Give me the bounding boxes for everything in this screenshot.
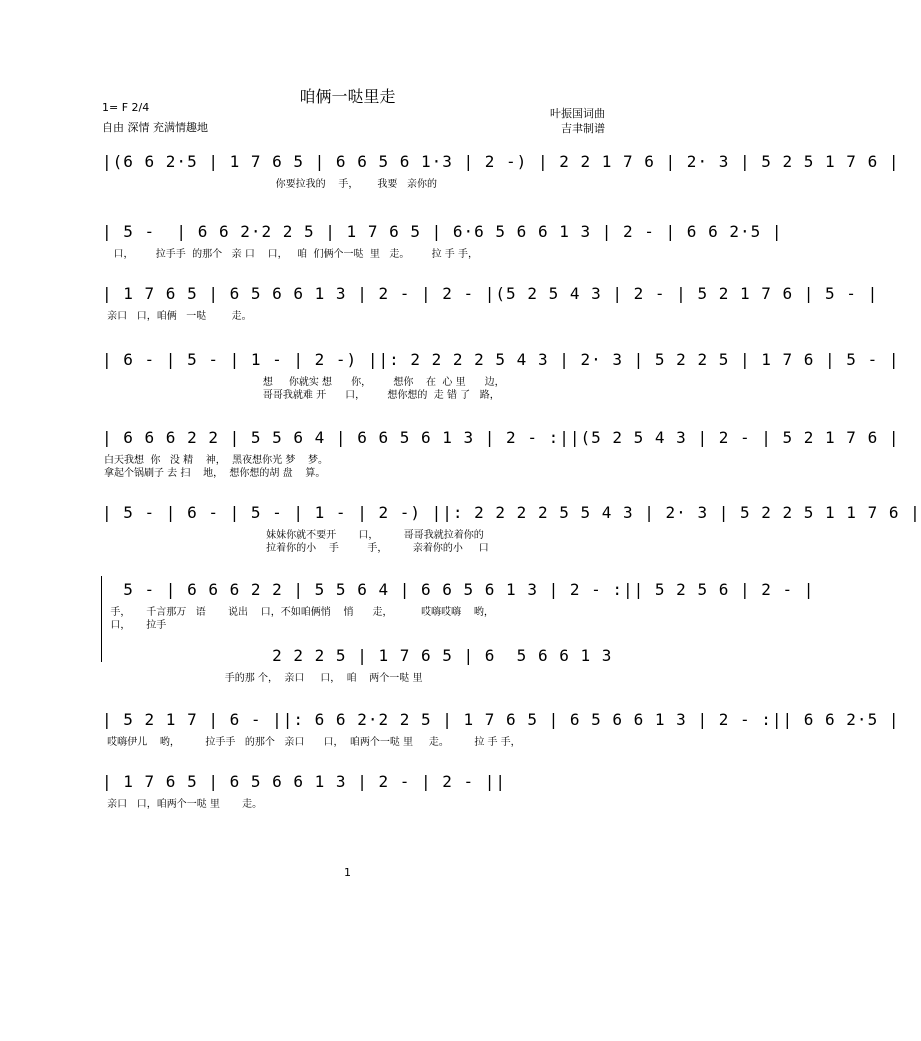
lyric-line: 哎嗨伊儿 哟， 拉手手 的那个 亲口 口， 咱两个一哒 里 走。 拉 手 手，: [104, 737, 521, 748]
lyric-line: 手， 千言那万 语 说出 口，不如咱俩悄 悄 走， 哎嗨哎嗨 哟，: [104, 607, 494, 618]
notation-line: |(6 6 2·5 | 1 7 6 5 | 6 6 5 6 1·3 | 2 -) | 2 2 1 7 6 | 2· 3 | 5 2 5 1 7 6 |: [102, 152, 900, 171]
notation-line: | 1 7 6 5 | 6 5 6 6 1 3 | 2 - | 2 - |(5 2 5 4 3 | 2 - | 5 2 1 7 6 | 5 - |: [102, 284, 879, 303]
notation-line: | 1 7 6 5 | 6 5 6 6 1 3 | 2 - | 2 - ||: [102, 772, 507, 791]
lyricist-composer: 叶振国词曲: [550, 107, 605, 120]
transcriber: 吉聿制谱: [561, 122, 605, 135]
lyric-line: 你要拉我的 手， 我要 亲你的: [104, 179, 437, 190]
notation-line: | 5 - | 6 6 2·2 2 5 | 1 7 6 5 | 6·6 5 6 6 1 3 | 2 - | 6 6 2·5 |: [102, 222, 783, 241]
page-number: 1: [344, 866, 351, 879]
notation-line: | 6 - | 5 - | 1 - | 2 -) ||: 2 2 2 2 5 4 3 | 2· 3 | 5 2 2 5 | 1 7 6 | 5 - |: [102, 350, 900, 369]
lyric-line: 拉着你的小 手 手， 亲着你的小 口: [104, 543, 489, 554]
notation-line: | 6 6 6 2 2 | 5 5 6 4 | 6 6 5 6 1 3 | 2 - :||(5 2 5 4 3 | 2 - | 5 2 1 7 6 |: [102, 428, 900, 447]
tempo-marking: 自由 深情 充满情趣地: [102, 121, 208, 134]
notation-line: | 5 - | 6 - | 5 - | 1 - | 2 -) ||: 2 2 2 2 5 5 4 3 | 2· 3 | 5 2 2 5 1 1 7 6 |: [102, 503, 921, 522]
song-title: 咱俩一哒里走: [299, 87, 396, 106]
notation-line: 2 2 2 5 | 1 7 6 5 | 6 5 6 6 1 3: [102, 646, 613, 665]
lyric-line: 哥哥我就难 开 口， 想你想的 走 错 了 路，: [104, 390, 500, 401]
lyric-line: 口， 拉手手 的那个 亲 口 口， 咱 们俩个一哒 里 走。 拉 手 手，: [104, 249, 478, 260]
lyric-line: 亲口 口，咱两个一哒 里 走。: [104, 799, 263, 810]
credits: [550, 106, 605, 136]
lyric-line: 拿起个锅刷子 去 扫 地， 想你想的胡 盘 算。: [104, 468, 326, 479]
lyric-line: 口， 拉手: [104, 620, 167, 631]
lyric-line: 妹妹你就不要开 口， 哥哥我就拉着你的: [104, 530, 484, 541]
notation-line: | 5 2 1 7 | 6 - ||: 6 6 2·2 2 5 | 1 7 6 5 | 6 5 6 6 1 3 | 2 - :|| 6 6 2·5 |: [102, 710, 900, 729]
notation-line: 5 - | 6 6 6 2 2 | 5 5 6 4 | 6 6 5 6 1 3 | 2 - :|| 5 2 5 6 | 2 - |: [102, 580, 815, 599]
lyric-line: 亲口 口，咱俩 一哒 走。: [104, 311, 252, 322]
lyric-line: 手的那 个， 亲口 口， 咱 两个一哒 里: [104, 673, 423, 684]
lyric-line: 白天我想 你 没 精 神， 黑夜想你光 梦 梦。: [104, 455, 329, 466]
key-signature: 1= F 2/4: [102, 101, 150, 114]
lyric-line: 想 你就实 想 你， 想你 在 心 里 边，: [104, 377, 505, 388]
